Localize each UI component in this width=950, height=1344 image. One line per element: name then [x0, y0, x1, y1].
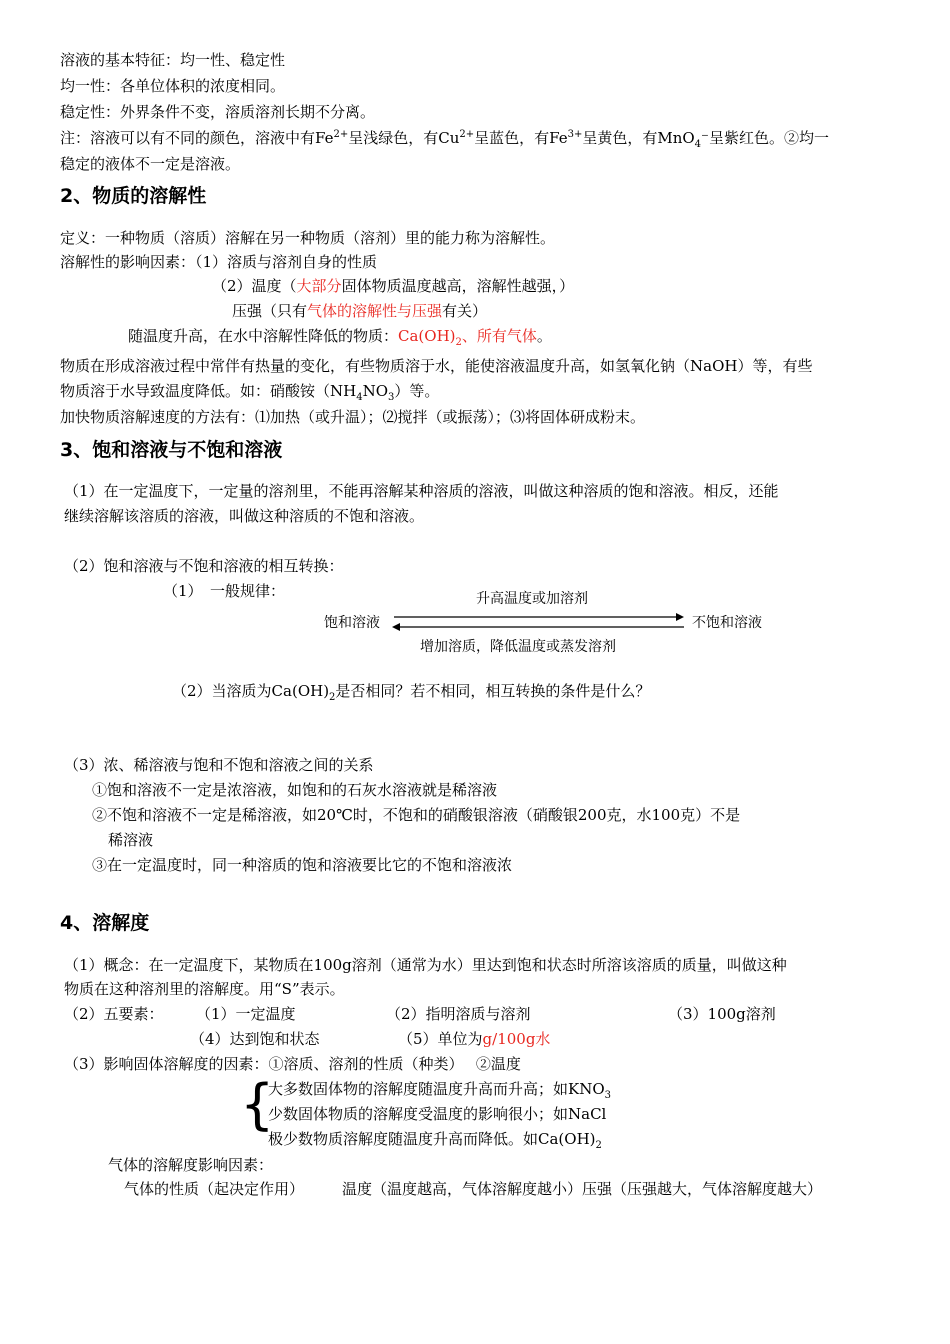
brace-item-3 — [268, 1129, 602, 1149]
five-elements-label: （2）五要素： — [64, 1005, 164, 1023]
relation-3: ③在一定温度时，同一种溶质的饱和溶液要比它的不饱和溶液浓 — [92, 856, 513, 874]
question-text-b: 是否相同？若不相同，相互转换的条件是什么？ — [335, 682, 651, 700]
rise-end: 。 — [536, 327, 552, 345]
brace-item-1-text: 大多数固体物的溶解度随温度升高而升高；如KNO — [268, 1080, 605, 1098]
dissolve-speed-methods: 加快物质溶解速度的方法有：⑴加热（或升温）；⑵搅拌（或振荡）；⑶将固体研成粉末。 — [60, 408, 646, 426]
nh4-subscript: 4 — [356, 392, 363, 403]
element-3: （3）100g溶剂 — [668, 1005, 776, 1023]
conversion-diagram — [320, 588, 780, 658]
question-text-a: （2）当溶质为Ca(OH) — [172, 682, 330, 700]
solubility-factors: 溶解性的影响因素：（1）溶质与溶剂自身的性质 — [60, 253, 378, 271]
note-line — [60, 128, 829, 148]
caoh2-question — [172, 681, 650, 701]
brace-item-2: 少数固体物质的溶解度受温度的影响很小；如NaCl — [268, 1105, 607, 1123]
press-highlight: 气体的溶解性与压强 — [307, 302, 443, 320]
temp-highlight: 大部分 — [296, 277, 342, 295]
relation-2: ②不饱和溶液不一定是稀溶液，如20℃时，不饱和的硝酸银溶液（硝酸银200克，水100克）不是 — [92, 806, 741, 824]
note-text-a: 注：溶液可以有不同的颜色，溶液中有Fe — [60, 129, 334, 147]
gas-factors-label: 气体的溶解度影响因素： — [108, 1156, 274, 1174]
stability-line: 稳定性：外界条件不变，溶质溶剂长期不分离。 — [60, 103, 376, 121]
brace-item-3-text: 极少数物质溶解度随温度升高而降低。如Ca(OH) — [268, 1130, 596, 1148]
diagram-arrows — [320, 588, 780, 658]
concept-line-2: 物质在这种溶剂里的溶解度。用“S”表示。 — [64, 980, 345, 998]
solid-factors-line: （3）影响固体溶解度的因素：①溶质、溶剂的性质（种类） ②温度 — [64, 1055, 521, 1073]
decreasing-solubility-line — [128, 326, 552, 346]
saturated-def-1: （1）在一定温度下，一定量的溶剂里，不能再溶解某种溶质的溶液，叫做这种溶质的饱和溶液。相反，还能 — [64, 482, 779, 500]
general-rule-label: （1） 一般规律： — [163, 582, 286, 600]
solubility-definition: 定义：一种物质（溶质）溶解在另一种物质（溶剂）里的能力称为溶解性。 — [60, 229, 556, 247]
brace-icon: { — [240, 1073, 275, 1136]
uniformity-line: 均一性：各单位体积的浓度相同。 — [60, 77, 286, 95]
brace-item-1 — [268, 1079, 611, 1099]
heat-line-2 — [60, 381, 439, 401]
gas-nature: 气体的性质（起决定作用） — [124, 1180, 305, 1198]
unit-highlight: g/100g水 — [482, 1030, 551, 1048]
diagram-bottom-label: 增加溶质，降低温度或蒸发溶剂 — [420, 639, 616, 655]
section-2-title: 2、物质的溶解性 — [60, 185, 207, 207]
caoh2-subscript: 2 — [455, 337, 462, 348]
heat-text-c: ）等。 — [394, 382, 440, 400]
temp-text-b: 固体物质温度越高，溶解性越强，） — [341, 277, 575, 295]
diagram-unsaturated: 不饱和溶液 — [692, 615, 762, 631]
note-text-c: 呈蓝色，有Fe — [474, 129, 568, 147]
rise-text: 随温度升高，在水中溶解性降低的物质： — [128, 327, 399, 345]
diagram-saturated: 饱和溶液 — [324, 615, 380, 631]
cu-charge: 2+ — [459, 129, 475, 140]
section-4-title: 4、溶解度 — [60, 912, 150, 934]
heat-text-a: 物质溶于水导致温度降低。如：硝酸铵（NH — [60, 382, 357, 400]
gas-temperature-pressure: 温度（温度越高，气体溶解度越小）压强（压强越大，气体溶解度越大） — [342, 1180, 823, 1198]
concept-line-1: （1）概念：在一定温度下，某物质在100g溶剂（通常为水）里达到饱和状态时所溶该溶质的质量，叫做这种 — [64, 956, 787, 974]
pressure-factor — [232, 301, 487, 321]
saturated-def-2: 继续溶解该溶质的溶液，叫做这种溶质的不饱和溶液。 — [64, 507, 425, 525]
diagram-top-label: 升高温度或加溶剂 — [476, 591, 588, 607]
note-text-e: ⁻呈紫红色。②均一 — [701, 129, 829, 147]
element-5 — [398, 1029, 550, 1049]
forward-arrowhead — [676, 613, 684, 621]
kno3-subscript: 3 — [604, 1090, 612, 1101]
temperature-factor — [212, 276, 574, 296]
element-1: （1）一定温度 — [196, 1005, 296, 1023]
press-text-a: 压强（只有 — [232, 302, 308, 320]
note-text-d: 呈黄色，有MnO — [582, 129, 695, 147]
temp-text-a: （2）温度（ — [212, 277, 297, 295]
note-text-b: 呈浅绿色，有Cu — [348, 129, 460, 147]
mno-subscript: 4 — [694, 139, 702, 150]
conversion-heading: （2）饱和溶液与不饱和溶液的相互转换： — [64, 557, 344, 575]
fe2-charge: 2+ — [333, 129, 349, 140]
element-5-text: （5）单位为 — [398, 1030, 483, 1048]
element-4: （4）达到饱和状态 — [190, 1030, 320, 1048]
backward-arrowhead — [392, 623, 400, 631]
caoh2-formula: Ca(OH) — [398, 327, 456, 345]
caoh2-subscript-2: 2 — [595, 1140, 602, 1151]
heat-text-b: NO — [362, 382, 389, 400]
relation-1: ①饱和溶液不一定是浓溶液，如饱和的石灰水溶液就是稀溶液 — [92, 781, 498, 799]
relation-2-cont: 稀溶液 — [108, 831, 154, 849]
heat-line-1: 物质在形成溶液过程中常伴有热量的变化，有些物质溶于水，能使溶液温度升高，如氢氧化钠（NaOH）等，有些 — [60, 357, 813, 375]
feature-line: 溶液的基本特征：均一性、稳定性 — [60, 51, 286, 69]
question-subscript: 2 — [329, 692, 336, 703]
fe3-charge: 3+ — [567, 129, 583, 140]
section-3-title: 3、饱和溶液与不饱和溶液 — [60, 439, 283, 461]
note-line-2: 稳定的液体不一定是溶液。 — [60, 155, 241, 173]
all-gases: 、所有气体 — [461, 327, 537, 345]
element-2: （2）指明溶质与溶剂 — [386, 1005, 531, 1023]
no3-subscript: 3 — [388, 392, 395, 403]
relation-heading: （3）浓、稀溶液与饱和不饱和溶液之间的关系 — [64, 756, 374, 774]
press-text-b: 有关） — [442, 302, 488, 320]
